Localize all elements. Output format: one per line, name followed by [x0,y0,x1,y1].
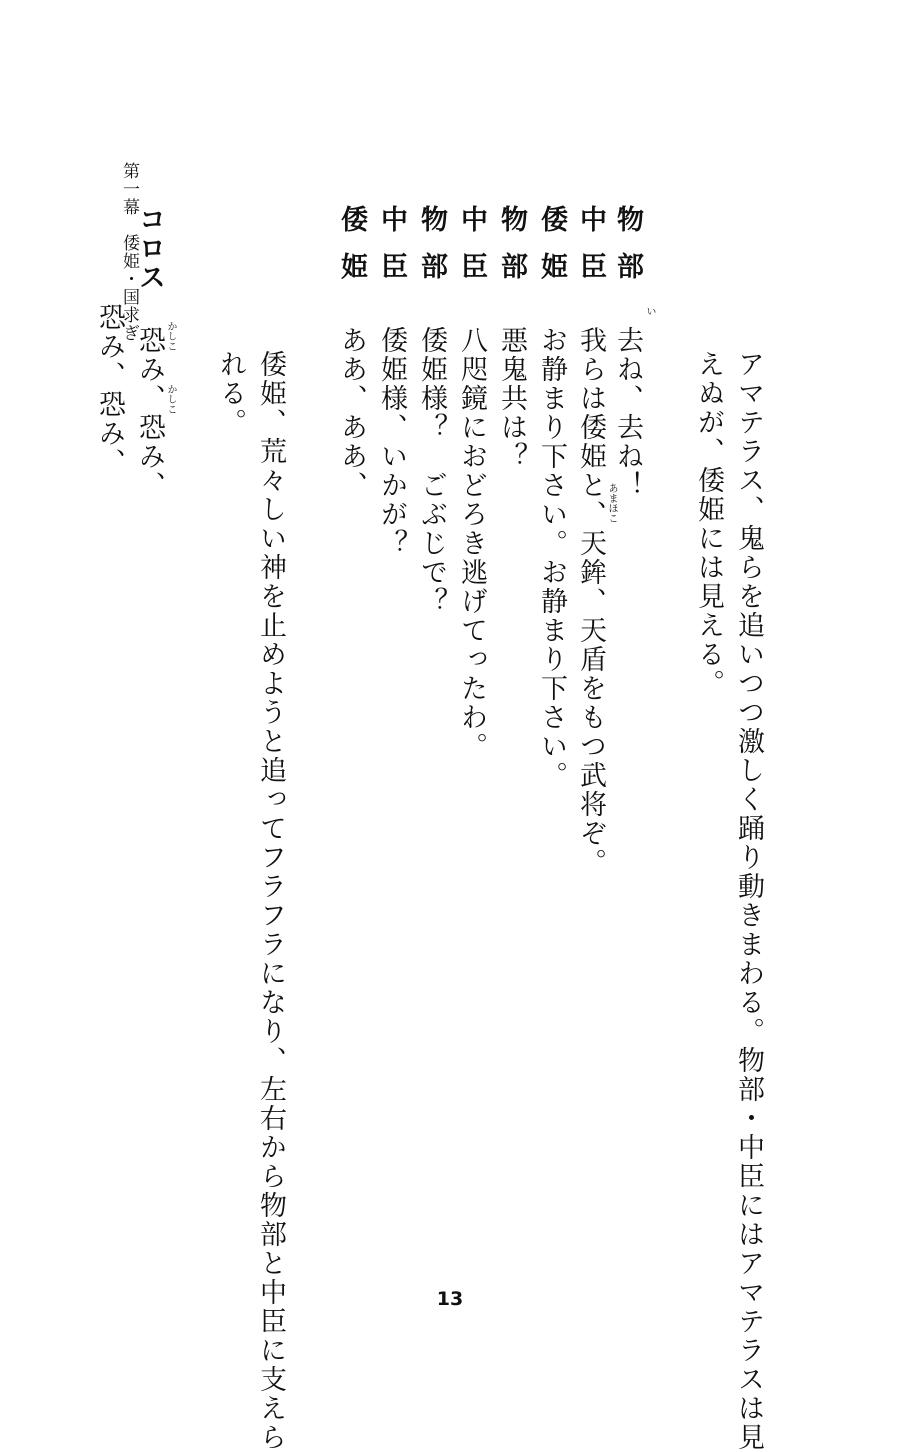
page-number: 13 [436,1288,464,1310]
speaker-label: 中臣 [575,205,606,299]
dialogue-text: 倭姫様？ ごぶじで？ [416,326,447,616]
stage-direction-1-line2: えぬが、倭姫には見える。 [693,350,724,698]
chorus-speaker-label: コロス [134,205,165,292]
chorus-line-1: 恐み、恐み、 [134,326,165,500]
speaker-label: 物部 [416,205,447,299]
chorus-line-2: 恐み、恐み、 [94,303,125,477]
dialogue-text: 八咫鏡におどろき逃げてったわ。 [456,326,487,761]
dialogue-text: 悪鬼共は？ [496,326,527,471]
ruby-kashiko: かしこ [165,321,176,351]
speaker-label: 物部 [612,205,643,299]
speaker-label: 物部 [496,205,527,299]
running-header: 第一幕 倭姫・国求ぎ [119,162,139,342]
dialogue-text: 倭姫様、いかが？ [376,326,407,558]
speaker-label: 中臣 [376,205,407,299]
dialogue-text: お静まり下さい。お静まり下さい。 [536,326,567,790]
ruby-amahoko: あまほこ [606,483,617,523]
dialogue-text: 去ね、去ね！ [612,326,643,500]
dialogue-text: ああ、ああ、 [336,326,367,500]
speaker-label: 倭姫 [536,205,567,299]
stage-direction-1-line1: アマテラス、鬼らを追いつつ激しく踊り動きまわる。物部・中臣にはアマテラスは見 [733,350,764,1452]
speaker-label: 中臣 [456,205,487,299]
ruby-ine: い [644,306,655,316]
dialogue-text: 我らは倭姫と、天鉾、天盾をもつ武将ぞ。 [575,326,606,877]
speaker-label: 倭姫 [336,205,367,299]
ruby-kashiko: かしこ [165,384,176,414]
stage-direction-2-line1: 倭姫、荒々しい神を止めようと追ってフラフラになり、左右から物部と中臣に支えら [255,350,286,1452]
stage-direction-2-line2: れる。 [215,350,246,437]
